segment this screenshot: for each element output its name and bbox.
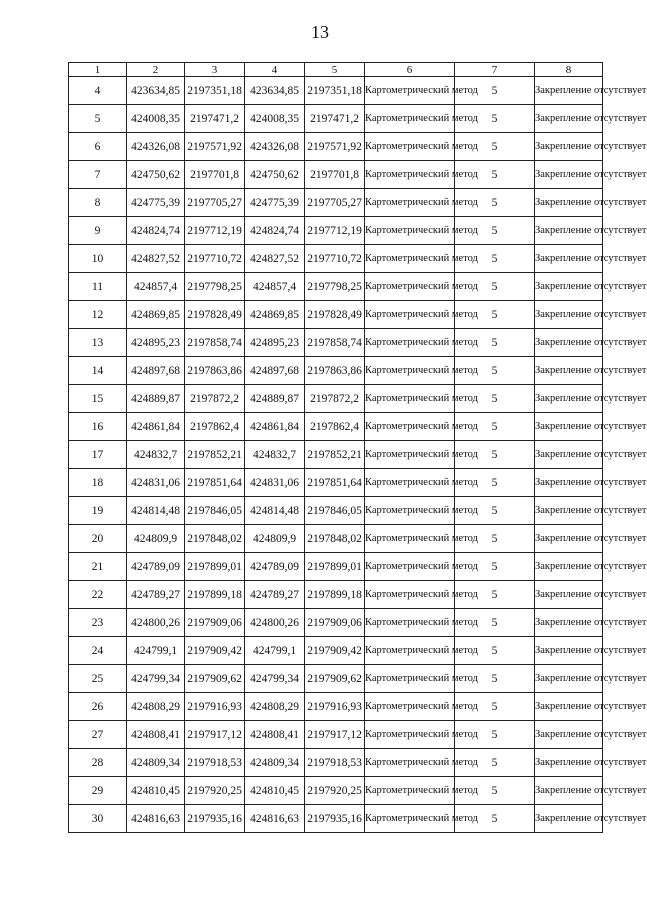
x-coordinate-cell: 424326,08 xyxy=(127,133,185,161)
method-cell: Картометрический метод xyxy=(365,357,455,385)
fixing-description-cell: Закрепление отсутствует xyxy=(535,637,603,665)
y-coordinate-cell: 2197909,06 xyxy=(185,609,245,637)
y-coordinate-cell-2: 2197918,53 xyxy=(305,749,365,777)
y-coordinate-cell: 2197848,02 xyxy=(185,525,245,553)
y-coordinate-cell-2: 2197852,21 xyxy=(305,441,365,469)
x-coordinate-cell: 424827,52 xyxy=(127,245,185,273)
method-cell: Картометрический метод xyxy=(365,413,455,441)
method-cell: Картометрический метод xyxy=(365,161,455,189)
y-coordinate-cell: 2197935,16 xyxy=(185,805,245,833)
method-cell: Картометрический метод xyxy=(365,805,455,833)
method-cell: Картометрический метод xyxy=(365,385,455,413)
x-coordinate-cell: 424861,84 xyxy=(127,413,185,441)
x-coordinate-cell-2: 424810,45 xyxy=(245,777,305,805)
fixing-description-cell: Закрепление отсутствует xyxy=(535,329,603,357)
fixing-description-cell: Закрепление отсутствует xyxy=(535,217,603,245)
x-coordinate-cell-2: 424831,06 xyxy=(245,469,305,497)
accuracy-cell: 5 xyxy=(455,329,535,357)
method-cell: Картометрический метод xyxy=(365,777,455,805)
header-col-6: 6 xyxy=(365,63,455,77)
accuracy-cell: 5 xyxy=(455,525,535,553)
x-coordinate-cell-2: 424814,48 xyxy=(245,497,305,525)
accuracy-cell: 5 xyxy=(455,217,535,245)
x-coordinate-cell: 424808,29 xyxy=(127,693,185,721)
y-coordinate-cell-2: 2197899,18 xyxy=(305,581,365,609)
y-coordinate-cell-2: 2197828,49 xyxy=(305,301,365,329)
table-row xyxy=(69,441,603,469)
x-coordinate-cell-2: 424816,63 xyxy=(245,805,305,833)
y-coordinate-cell-2: 2197851,64 xyxy=(305,469,365,497)
y-coordinate-cell: 2197862,4 xyxy=(185,413,245,441)
table-row xyxy=(69,273,603,301)
method-cell: Картометрический метод xyxy=(365,693,455,721)
method-cell: Картометрический метод xyxy=(365,497,455,525)
y-coordinate-cell-2: 2197909,42 xyxy=(305,637,365,665)
accuracy-cell: 5 xyxy=(455,105,535,133)
x-coordinate-cell: 424857,4 xyxy=(127,273,185,301)
x-coordinate-cell: 424775,39 xyxy=(127,189,185,217)
table-row xyxy=(69,105,603,133)
table-row xyxy=(69,189,603,217)
y-coordinate-cell: 2197909,42 xyxy=(185,637,245,665)
point-number-cell: 6 xyxy=(69,133,127,161)
accuracy-cell: 5 xyxy=(455,133,535,161)
y-coordinate-cell-2: 2197917,12 xyxy=(305,721,365,749)
x-coordinate-cell: 424750,62 xyxy=(127,161,185,189)
y-coordinate-cell-2: 2197846,05 xyxy=(305,497,365,525)
table-row xyxy=(69,497,603,525)
table-row xyxy=(69,413,603,441)
table-row xyxy=(69,805,603,833)
coordinates-table xyxy=(68,62,647,833)
x-coordinate-cell-2: 424808,41 xyxy=(245,721,305,749)
accuracy-cell: 5 xyxy=(455,609,535,637)
method-cell: Картометрический метод xyxy=(365,245,455,273)
method-cell: Картометрический метод xyxy=(365,301,455,329)
x-coordinate-cell-2: 424857,4 xyxy=(245,273,305,301)
y-coordinate-cell-2: 2197471,2 xyxy=(305,105,365,133)
table-row xyxy=(69,133,603,161)
point-number-cell: 8 xyxy=(69,189,127,217)
y-coordinate-cell-2: 2197858,74 xyxy=(305,329,365,357)
y-coordinate-cell: 2197351,18 xyxy=(185,77,245,105)
y-coordinate-cell-2: 2197916,93 xyxy=(305,693,365,721)
x-coordinate-cell-2: 424897,68 xyxy=(245,357,305,385)
point-number-cell: 18 xyxy=(69,469,127,497)
x-coordinate-cell-2: 424800,26 xyxy=(245,609,305,637)
y-coordinate-cell: 2197899,01 xyxy=(185,553,245,581)
y-coordinate-cell: 2197863,86 xyxy=(185,357,245,385)
x-coordinate-cell-2: 424750,62 xyxy=(245,161,305,189)
fixing-description-cell: Закрепление отсутствует xyxy=(535,357,603,385)
fixing-description-cell: Закрепление отсутствует xyxy=(535,133,603,161)
x-coordinate-cell: 424800,26 xyxy=(127,609,185,637)
table-row xyxy=(69,217,603,245)
fixing-description-cell: Закрепление отсутствует xyxy=(535,581,603,609)
point-number-cell: 29 xyxy=(69,777,127,805)
header-col-1: 1 xyxy=(69,63,127,77)
accuracy-cell: 5 xyxy=(455,77,535,105)
y-coordinate-cell: 2197917,12 xyxy=(185,721,245,749)
x-coordinate-cell: 424799,1 xyxy=(127,637,185,665)
x-coordinate-cell-2: 424789,27 xyxy=(245,581,305,609)
x-coordinate-cell: 424831,06 xyxy=(127,469,185,497)
x-coordinate-cell: 424809,34 xyxy=(127,749,185,777)
x-coordinate-cell-2: 423634,85 xyxy=(245,77,305,105)
table-row xyxy=(69,469,603,497)
point-number-cell: 10 xyxy=(69,245,127,273)
y-coordinate-cell: 2197571,92 xyxy=(185,133,245,161)
x-coordinate-cell: 423634,85 xyxy=(127,77,185,105)
table-header xyxy=(69,63,603,77)
fixing-description-cell: Закрепление отсутствует xyxy=(535,385,603,413)
method-cell: Картометрический метод xyxy=(365,525,455,553)
y-coordinate-cell: 2197899,18 xyxy=(185,581,245,609)
x-coordinate-cell: 424809,9 xyxy=(127,525,185,553)
x-coordinate-cell-2: 424824,74 xyxy=(245,217,305,245)
y-coordinate-cell: 2197828,49 xyxy=(185,301,245,329)
fixing-description-cell: Закрепление отсутствует xyxy=(535,77,603,105)
point-number-cell: 20 xyxy=(69,525,127,553)
method-cell: Картометрический метод xyxy=(365,441,455,469)
point-number-cell: 15 xyxy=(69,385,127,413)
y-coordinate-cell-2: 2197909,06 xyxy=(305,609,365,637)
accuracy-cell: 5 xyxy=(455,497,535,525)
fixing-description-cell: Закрепление отсутствует xyxy=(535,189,603,217)
accuracy-cell: 5 xyxy=(455,189,535,217)
y-coordinate-cell-2: 2197862,4 xyxy=(305,413,365,441)
x-coordinate-cell: 424897,68 xyxy=(127,357,185,385)
x-coordinate-cell-2: 424895,23 xyxy=(245,329,305,357)
method-cell: Картометрический метод xyxy=(365,553,455,581)
x-coordinate-cell-2: 424799,34 xyxy=(245,665,305,693)
y-coordinate-cell-2: 2197909,62 xyxy=(305,665,365,693)
accuracy-cell: 5 xyxy=(455,357,535,385)
y-coordinate-cell-2: 2197920,25 xyxy=(305,777,365,805)
point-number-cell: 11 xyxy=(69,273,127,301)
x-coordinate-cell-2: 424008,35 xyxy=(245,105,305,133)
y-coordinate-cell-2: 2197863,86 xyxy=(305,357,365,385)
method-cell: Картометрический метод xyxy=(365,329,455,357)
point-number-cell: 19 xyxy=(69,497,127,525)
x-coordinate-cell: 424799,34 xyxy=(127,665,185,693)
x-coordinate-cell: 424814,48 xyxy=(127,497,185,525)
accuracy-cell: 5 xyxy=(455,749,535,777)
accuracy-cell: 5 xyxy=(455,161,535,189)
y-coordinate-cell: 2197909,62 xyxy=(185,665,245,693)
fixing-description-cell: Закрепление отсутствует xyxy=(535,609,603,637)
method-cell: Картометрический метод xyxy=(365,105,455,133)
point-number-cell: 22 xyxy=(69,581,127,609)
y-coordinate-cell-2: 2197712,19 xyxy=(305,217,365,245)
method-cell: Картометрический метод xyxy=(365,637,455,665)
point-number-cell: 27 xyxy=(69,721,127,749)
method-cell: Картометрический метод xyxy=(365,469,455,497)
method-cell: Картометрический метод xyxy=(365,77,455,105)
y-coordinate-cell-2: 2197705,27 xyxy=(305,189,365,217)
point-number-cell: 23 xyxy=(69,609,127,637)
header-col-7: 7 xyxy=(455,63,535,77)
accuracy-cell: 5 xyxy=(455,805,535,833)
method-cell: Картометрический метод xyxy=(365,581,455,609)
x-coordinate-cell: 424808,41 xyxy=(127,721,185,749)
x-coordinate-cell: 424832,7 xyxy=(127,441,185,469)
table-row xyxy=(69,525,603,553)
x-coordinate-cell-2: 424775,39 xyxy=(245,189,305,217)
y-coordinate-cell: 2197852,21 xyxy=(185,441,245,469)
fixing-description-cell: Закрепление отсутствует xyxy=(535,245,603,273)
table-row xyxy=(69,581,603,609)
method-cell: Картометрический метод xyxy=(365,189,455,217)
header-col-2: 2 xyxy=(127,63,185,77)
point-number-cell: 24 xyxy=(69,637,127,665)
y-coordinate-cell: 2197916,93 xyxy=(185,693,245,721)
y-coordinate-cell-2: 2197351,18 xyxy=(305,77,365,105)
point-number-cell: 28 xyxy=(69,749,127,777)
point-number-cell: 7 xyxy=(69,161,127,189)
accuracy-cell: 5 xyxy=(455,413,535,441)
x-coordinate-cell-2: 424832,7 xyxy=(245,441,305,469)
accuracy-cell: 5 xyxy=(455,301,535,329)
y-coordinate-cell: 2197851,64 xyxy=(185,469,245,497)
fixing-description-cell: Закрепление отсутствует xyxy=(535,553,603,581)
table-row xyxy=(69,721,603,749)
table-body xyxy=(69,77,647,833)
method-cell: Картометрический метод xyxy=(365,721,455,749)
point-number-cell: 26 xyxy=(69,693,127,721)
x-coordinate-cell: 424008,35 xyxy=(127,105,185,133)
y-coordinate-cell-2: 2197872,2 xyxy=(305,385,365,413)
fixing-description-cell: Закрепление отсутствует xyxy=(535,777,603,805)
fixing-description-cell: Закрепление отсутствует xyxy=(535,665,603,693)
accuracy-cell: 5 xyxy=(455,273,535,301)
x-coordinate-cell: 424810,45 xyxy=(127,777,185,805)
table-row xyxy=(69,749,603,777)
x-coordinate-cell: 424895,23 xyxy=(127,329,185,357)
x-coordinate-cell-2: 424869,85 xyxy=(245,301,305,329)
y-coordinate-cell: 2197712,19 xyxy=(185,217,245,245)
method-cell: Картометрический метод xyxy=(365,749,455,777)
table-row xyxy=(69,329,603,357)
fixing-description-cell: Закрепление отсутствует xyxy=(535,721,603,749)
accuracy-cell: 5 xyxy=(455,637,535,665)
table-row xyxy=(69,553,603,581)
accuracy-cell: 5 xyxy=(455,777,535,805)
point-number-cell: 13 xyxy=(69,329,127,357)
y-coordinate-cell: 2197918,53 xyxy=(185,749,245,777)
x-coordinate-cell-2: 424809,34 xyxy=(245,749,305,777)
point-number-cell: 16 xyxy=(69,413,127,441)
point-number-cell: 17 xyxy=(69,441,127,469)
table-row xyxy=(69,357,603,385)
table-row xyxy=(69,301,603,329)
page-number: 13 xyxy=(311,22,329,42)
y-coordinate-cell: 2197705,27 xyxy=(185,189,245,217)
x-coordinate-cell-2: 424827,52 xyxy=(245,245,305,273)
x-coordinate-cell: 424816,63 xyxy=(127,805,185,833)
fixing-description-cell: Закрепление отсутствует xyxy=(535,413,603,441)
table-row xyxy=(69,637,603,665)
point-number-cell: 30 xyxy=(69,805,127,833)
fixing-description-cell: Закрепление отсутствует xyxy=(535,301,603,329)
y-coordinate-cell: 2197710,72 xyxy=(185,245,245,273)
method-cell: Картометрический метод xyxy=(365,665,455,693)
x-coordinate-cell-2: 424809,9 xyxy=(245,525,305,553)
header-col-3: 3 xyxy=(185,63,245,77)
point-number-cell: 25 xyxy=(69,665,127,693)
table-row xyxy=(69,609,603,637)
y-coordinate-cell: 2197846,05 xyxy=(185,497,245,525)
x-coordinate-cell: 424789,09 xyxy=(127,553,185,581)
accuracy-cell: 5 xyxy=(455,553,535,581)
header-row xyxy=(69,63,603,77)
fixing-description-cell: Закрепление отсутствует xyxy=(535,497,603,525)
y-coordinate-cell: 2197858,74 xyxy=(185,329,245,357)
accuracy-cell: 5 xyxy=(455,469,535,497)
accuracy-cell: 5 xyxy=(455,721,535,749)
header-col-4: 4 xyxy=(245,63,305,77)
x-coordinate-cell-2: 424799,1 xyxy=(245,637,305,665)
y-coordinate-cell-2: 2197798,25 xyxy=(305,273,365,301)
accuracy-cell: 5 xyxy=(455,385,535,413)
x-coordinate-cell: 424869,85 xyxy=(127,301,185,329)
x-coordinate-cell-2: 424326,08 xyxy=(245,133,305,161)
method-cell: Картометрический метод xyxy=(365,217,455,245)
y-coordinate-cell-2: 2197571,92 xyxy=(305,133,365,161)
x-coordinate-cell-2: 424789,09 xyxy=(245,553,305,581)
y-coordinate-cell-2: 2197701,8 xyxy=(305,161,365,189)
point-number-cell: 21 xyxy=(69,553,127,581)
method-cell: Картометрический метод xyxy=(365,273,455,301)
x-coordinate-cell: 424889,87 xyxy=(127,385,185,413)
y-coordinate-cell: 2197872,2 xyxy=(185,385,245,413)
fixing-description-cell: Закрепление отсутствует xyxy=(535,469,603,497)
fixing-description-cell: Закрепление отсутствует xyxy=(535,693,603,721)
fixing-description-cell: Закрепление отсутствует xyxy=(535,105,603,133)
accuracy-cell: 5 xyxy=(455,665,535,693)
y-coordinate-cell-2: 2197848,02 xyxy=(305,525,365,553)
point-number-cell: 9 xyxy=(69,217,127,245)
x-coordinate-cell-2: 424889,87 xyxy=(245,385,305,413)
point-number-cell: 4 xyxy=(69,77,127,105)
table-row xyxy=(69,77,603,105)
point-number-cell: 5 xyxy=(69,105,127,133)
y-coordinate-cell: 2197920,25 xyxy=(185,777,245,805)
fixing-description-cell: Закрепление отсутствует xyxy=(535,805,603,833)
table-row xyxy=(69,245,603,273)
x-coordinate-cell-2: 424861,84 xyxy=(245,413,305,441)
x-coordinate-cell: 424824,74 xyxy=(127,217,185,245)
y-coordinate-cell: 2197798,25 xyxy=(185,273,245,301)
fixing-description-cell: Закрепление отсутствует xyxy=(535,749,603,777)
y-coordinate-cell-2: 2197710,72 xyxy=(305,245,365,273)
table-row xyxy=(69,161,603,189)
method-cell: Картометрический метод xyxy=(365,133,455,161)
table-row xyxy=(69,665,603,693)
x-coordinate-cell-2: 424808,29 xyxy=(245,693,305,721)
accuracy-cell: 5 xyxy=(455,441,535,469)
y-coordinate-cell-2: 2197935,16 xyxy=(305,805,365,833)
point-number-cell: 14 xyxy=(69,357,127,385)
table-row xyxy=(69,385,603,413)
accuracy-cell: 5 xyxy=(455,581,535,609)
y-coordinate-cell: 2197471,2 xyxy=(185,105,245,133)
accuracy-cell: 5 xyxy=(455,245,535,273)
fixing-description-cell: Закрепление отсутствует xyxy=(535,525,603,553)
fixing-description-cell: Закрепление отсутствует xyxy=(535,161,603,189)
accuracy-cell: 5 xyxy=(455,693,535,721)
point-number-cell: 12 xyxy=(69,301,127,329)
y-coordinate-cell: 2197701,8 xyxy=(185,161,245,189)
table-row xyxy=(69,777,603,805)
header-col-5: 5 xyxy=(305,63,365,77)
fixing-description-cell: Закрепление отсутствует xyxy=(535,273,603,301)
table-row xyxy=(69,693,603,721)
x-coordinate-cell: 424789,27 xyxy=(127,581,185,609)
header-col-8: 8 xyxy=(535,63,603,77)
method-cell: Картометрический метод xyxy=(365,609,455,637)
fixing-description-cell: Закрепление отсутствует xyxy=(535,441,603,469)
y-coordinate-cell-2: 2197899,01 xyxy=(305,553,365,581)
